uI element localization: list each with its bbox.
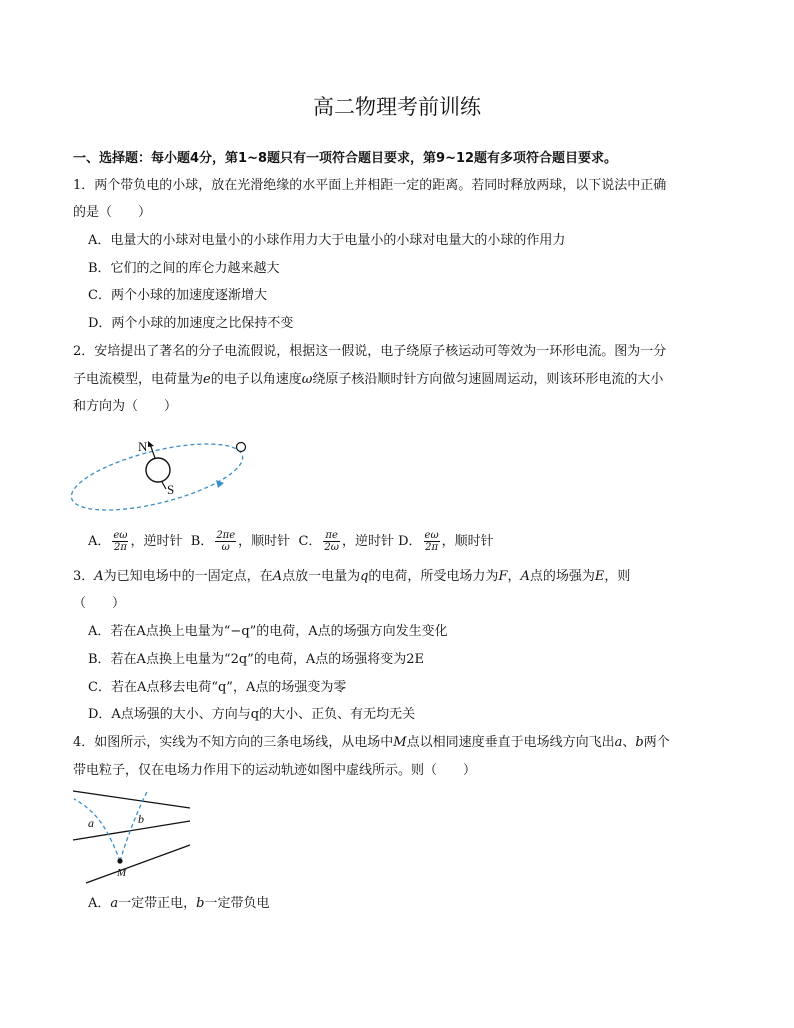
fig-label-n: N	[138, 439, 148, 454]
q3-option-a: A．若在A点换上电量为“−q”的电荷，A点的场强方向发生变化	[88, 624, 448, 639]
fig-label-b: b	[138, 812, 144, 826]
nucleus-circle	[146, 458, 170, 482]
fig-label-s: S	[167, 482, 175, 497]
trajectory-a	[74, 799, 120, 861]
q3-option-b: B．若在A点换上电量为“2q”的电荷，A点的场强将变为2E	[88, 652, 424, 667]
q2-stem-line2: 子电流模型，电荷量为e的电子以角速度ω绕原子核沿顺时针方向做匀速圆周运动，则该环形电流的大小	[73, 372, 664, 387]
field-line-bottom	[86, 845, 190, 883]
q3-option-c: C．若在A点移去电荷“q”，A点的场强变为零	[88, 680, 347, 695]
point-m	[117, 858, 122, 863]
molecular-current-figure	[65, 425, 255, 520]
q2-options-row: A． $\frac{e\omega}{2\pi}$ ，逆时针 B． $\frac{2\pi e}{\omega}$ ，顺时针 C． $\frac{\pi e}{2\omega}$ ，逆时针 D． $\frac{e\omega}{2\pi}$ ，顺时针	[88, 530, 494, 553]
q1-stem-line1: 1．两个带负电的小球，放在光滑绝缘的水平面上并相距一定的距离。若同时释放两球，以下说法中正确	[73, 178, 667, 193]
q3-option-d: D．A点场强的大小、方向与q的大小、正负、有无均无关	[88, 707, 416, 722]
q4-option-a: A．a一定带正电，b一定带负电	[88, 896, 270, 911]
q1-stem-line2: 的是（ ）	[73, 205, 152, 220]
page-title: 高二物理考前训练	[313, 95, 481, 119]
field-lines-figure	[68, 785, 198, 885]
field-line-top	[73, 791, 190, 808]
q1-option-d: D．两个小球的加速度之比保持不变	[88, 316, 294, 331]
n-arrow-icon	[148, 441, 154, 447]
q2-stem-line1: 2．安培提出了著名的分子电流假说，根据这一假说，电子绕原子核运动可等效为一环形电流。图为一分	[73, 344, 667, 359]
electron-circle	[237, 443, 246, 452]
q1-option-b: B．它们的之间的库仑力越来越大	[88, 261, 280, 276]
q1-option-c: C．两个小球的加速度逐渐增大	[88, 288, 267, 303]
q4-stem-line1: 4．如图所示，实线为不知方向的三条电场线，从电场中M点以相同速度垂直于电场线方向飞出a、b两个	[73, 735, 670, 750]
q1-option-a: A．电量大的小球对电量小的小球作用力大于电量小的小球对电量大的小球的作用力	[88, 233, 566, 248]
fig-label-a: a	[88, 816, 94, 830]
q4-stem-line2: 带电粒子，仅在电场力作用下的运动轨迹如图中虚线所示。则（ ）	[73, 763, 477, 778]
fig-label-m: M	[117, 867, 127, 879]
q3-stem-line2: （ ）	[73, 596, 126, 611]
q2-stem-line3: 和方向为（ ）	[73, 399, 178, 414]
q3-stem-line1: 3．A为已知电场中的一固定点，在A点放一电量为q的电荷，所受电场力为F，A点的场强为E，则	[73, 569, 631, 584]
section-header: 一、选择题：每小题4分，第1~8题只有一项符合题目要求，第9~12题有多项符合题目要求。	[73, 151, 618, 166]
